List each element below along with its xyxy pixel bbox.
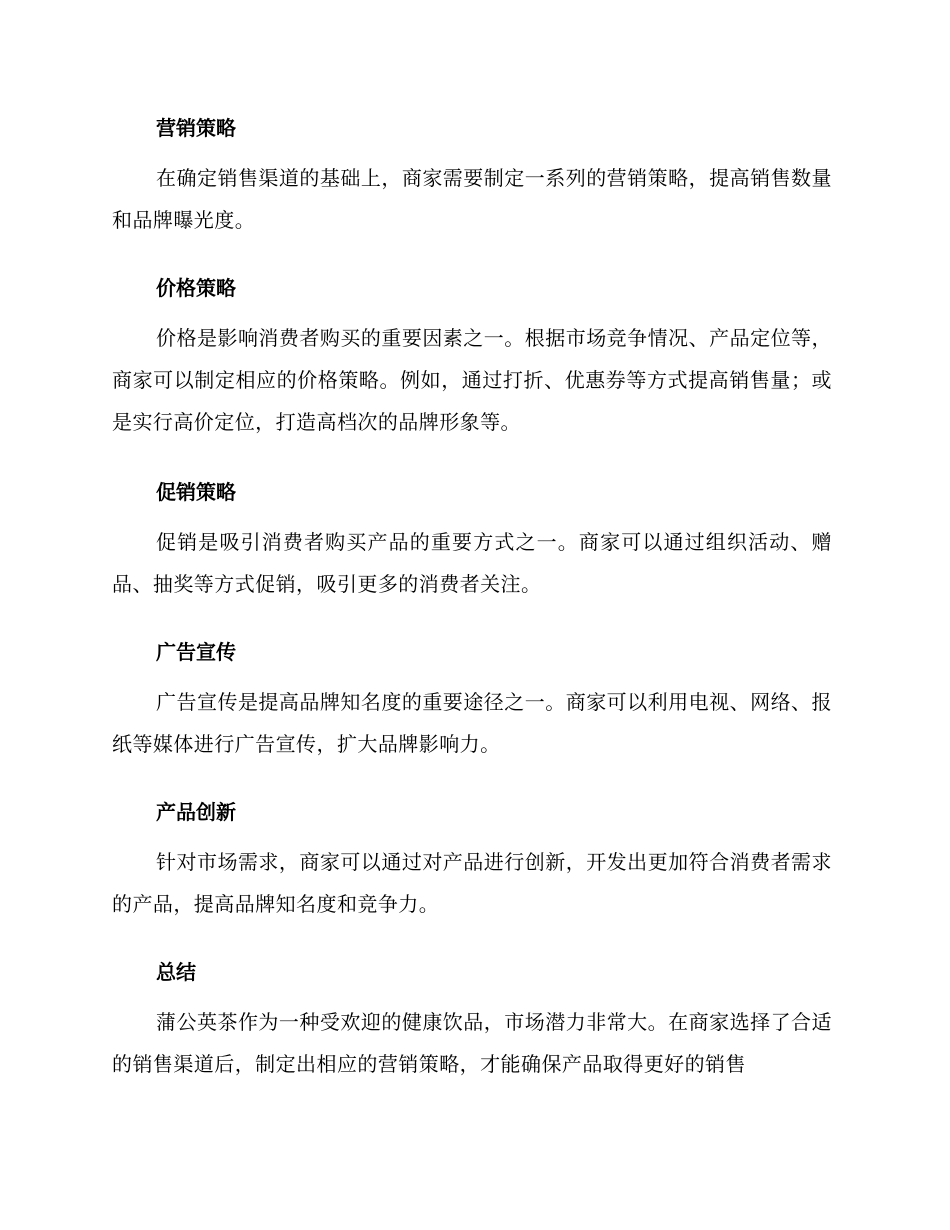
section-paragraph: 针对市场需求，商家可以通过对产品进行创新，开发出更加符合消费者需求的产品，提高品牌知名度和竞争力。: [112, 850, 832, 916]
section-marketing-strategy: [112, 113, 832, 241]
section-product-innovation: [112, 797, 832, 925]
section-heading: 促销策略: [156, 480, 236, 504]
section-paragraph: 价格是影响消费者购买的重要因素之一。根据市场竞争情况、产品定位等，商家可以制定相应的价格策略。例如，通过打折、优惠券等方式提高销售量；或是实行高价定位，打造高档次的品牌形象等。: [112, 326, 832, 434]
section-summary: [112, 957, 832, 1085]
section-heading: 产品创新: [156, 800, 236, 824]
section-heading: 营销策略: [156, 116, 236, 140]
section-paragraph: 促销是吸引消费者购买产品的重要方式之一。商家可以通过组织活动、赠品、抽奖等方式促销，吸引更多的消费者关注。: [112, 530, 832, 596]
section-paragraph: 在确定销售渠道的基础上，商家需要制定一系列的营销策略，提高销售数量和品牌曝光度。: [112, 166, 832, 232]
section-paragraph: 广告宣传是提高品牌知名度的重要途径之一。商家可以利用电视、网络、报纸等媒体进行广告宣传，扩大品牌影响力。: [112, 690, 832, 756]
section-price-strategy: [112, 273, 832, 443]
section-promotion-strategy: [112, 477, 832, 605]
section-paragraph: 蒲公英茶作为一种受欢迎的健康饮品，市场潜力非常大。在商家选择了合适的销售渠道后，制定出相应的营销策略，才能确保产品取得更好的销售: [112, 1010, 832, 1076]
section-heading: 价格策略: [156, 276, 236, 300]
section-heading: 总结: [156, 960, 196, 984]
section-advertising: [112, 637, 832, 765]
section-heading: 广告宣传: [156, 640, 236, 664]
